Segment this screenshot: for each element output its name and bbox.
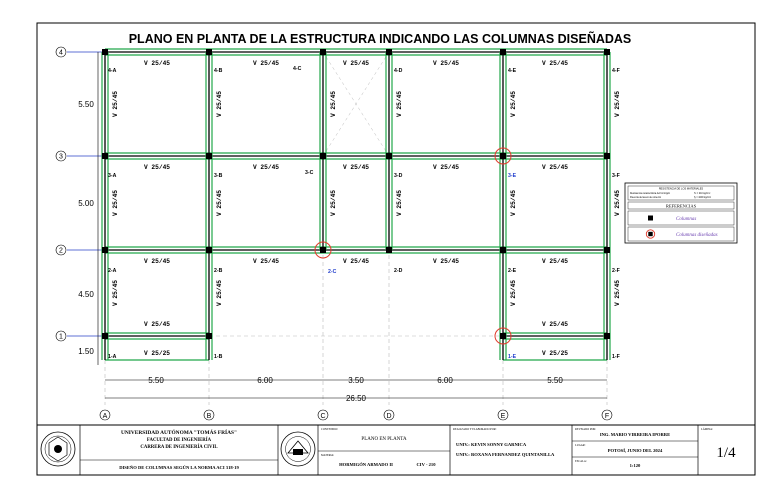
- legend-item-columns: Columnas: [676, 217, 697, 222]
- column-4-F: [604, 49, 610, 55]
- place-value: POTOSÍ, JUNIO DEL 2024: [607, 448, 663, 453]
- beam-label-row-3-3: V 25/45: [433, 164, 459, 171]
- column-1-E: [500, 333, 506, 339]
- project-name: DISEÑO DE COLUMNAS SEGÚN LA NORMA ACI 318-19: [119, 465, 239, 470]
- content-value: PLANO EN PLANTA: [361, 437, 407, 442]
- col-label-4-B: 4-B: [214, 68, 223, 74]
- col-label-1-E: 1-E: [508, 354, 517, 360]
- col-label-2-D: 2-D: [394, 268, 403, 274]
- col-label-3-C: 3-C: [305, 170, 314, 176]
- legend-materials-title: RESISTENCIA DE LOS MATERIALES: [658, 187, 704, 191]
- beam-label-col-A-4: V 25/45: [112, 91, 119, 117]
- col-label-4-C: 4-C: [293, 66, 302, 72]
- subject-label: MATERIA:: [321, 454, 335, 457]
- beam-label-row-2-2: V 25/45: [343, 258, 369, 265]
- beam-label-col-F-3: V 25/45: [614, 190, 621, 216]
- beam-label-row-1-ef: V 25/25: [542, 350, 568, 357]
- col-label-3-E: 3-E: [508, 173, 517, 179]
- legend-material-2-val: fy = 4200 kg/cm²: [694, 197, 712, 199]
- beam-label-row-3-0: V 25/45: [144, 164, 170, 171]
- column-2-C: [320, 247, 326, 253]
- author-1: UNIV.: KEVIN SONNY GARNICA: [456, 442, 527, 447]
- col-label-2-E: 2-E: [508, 268, 517, 274]
- legend-item-designed: Columnas diseñadas: [676, 233, 718, 238]
- scale-label: ESCALA:: [575, 460, 587, 463]
- axis-label-F: F: [604, 413, 610, 420]
- axis-label-4: 4: [59, 49, 63, 57]
- axis-label-A: A: [102, 413, 108, 420]
- col-label-4-E: 4-E: [508, 68, 517, 74]
- axis-label-E: E: [500, 413, 506, 420]
- beams: [102, 49, 610, 360]
- column-2-D: [386, 247, 392, 253]
- content-label: CONTENIDO:: [321, 428, 339, 431]
- place-label: LUGAR:: [575, 444, 586, 447]
- col-label-4-F: 4-F: [612, 68, 620, 74]
- dim-y-2: 5.00: [78, 199, 94, 208]
- scale-value: 1:120: [629, 463, 641, 468]
- faculty-name: FACULTAD DE INGENIERÍA: [146, 438, 212, 443]
- column-1-B: [206, 333, 212, 339]
- beam-label-row-2-1: V 25/45: [253, 258, 279, 265]
- beam-label-row-3-4: V 25/45: [542, 164, 568, 171]
- beam-label-col-D-3: V 25/45: [396, 190, 403, 216]
- axis-label-C: C: [320, 413, 326, 420]
- plan-title: PLANO EN PLANTA DE LA ESTRUCTURA INDICANDO LAS COLUMNAS DISEÑADAS: [128, 32, 632, 46]
- author-2: UNIV.: ROXANA FERNANDEZ QUINTANILLA: [456, 452, 555, 457]
- col-label-2-F: 2-F: [612, 268, 620, 274]
- column-1-A: [102, 333, 108, 339]
- university-seal-logo: [41, 432, 75, 466]
- beam-label-col-E-3: V 25/45: [510, 190, 517, 216]
- beam-label-row-1-ab-upper: V 25/45: [144, 321, 170, 328]
- column-3-C: [320, 153, 326, 159]
- column-4-A: [102, 49, 108, 55]
- column-2-B: [206, 247, 212, 253]
- beam-label-row-4-3: V 25/45: [433, 60, 459, 67]
- col-label-2-A: 2-A: [108, 268, 117, 274]
- col-label-4-A: 4-A: [108, 68, 117, 74]
- column-4-C: [320, 49, 326, 55]
- beam-label-row-2-4: V 25/45: [542, 258, 568, 265]
- beam-label-col-B-4: V 25/45: [216, 91, 223, 117]
- beam-label-col-D-4: V 25/45: [396, 91, 403, 117]
- column-3-F: [604, 153, 610, 159]
- axis-label-B: B: [206, 413, 212, 420]
- title-block: [37, 425, 755, 475]
- beam-label-row-1-ab: V 25/25: [144, 350, 170, 357]
- column-4-D: [386, 49, 392, 55]
- col-label-4-D: 4-D: [394, 68, 403, 74]
- beam-label-row-4-2: V 25/45: [343, 60, 369, 67]
- axis-label-1: 1: [59, 333, 63, 341]
- dim-x-1: 5.50: [148, 376, 164, 385]
- legend-header: REFERENCIAS: [665, 203, 697, 209]
- legend-material-1-val: f'c = 210 kg/cm²: [694, 193, 711, 195]
- dim-x-2: 6.00: [257, 376, 273, 385]
- beam-label-row-4-0: V 25/45: [144, 60, 170, 67]
- axis-label-D: D: [386, 413, 392, 420]
- reviewer-label: REVISADO POR:: [575, 428, 597, 431]
- legend-material-2: Fluencia del acero de refuerzo: [630, 197, 662, 199]
- column-3-E: [500, 153, 506, 159]
- column-3-A: [102, 153, 108, 159]
- column-2-A: [102, 247, 108, 253]
- dim-y-4: 1.50: [78, 347, 94, 356]
- beam-label-col-B-3: V 25/45: [216, 190, 223, 216]
- dim-x-4: 6.00: [437, 376, 453, 385]
- beam-label-col-F-2: V 25/45: [614, 280, 621, 306]
- sheet-frame: [37, 23, 755, 475]
- column-3-B: [206, 153, 212, 159]
- beam-label-col-A-3: V 25/45: [112, 190, 119, 216]
- dim-y-3: 4.50: [78, 290, 94, 299]
- col-label-3-B: 3-B: [214, 173, 223, 179]
- columns: [102, 49, 610, 344]
- beam-label-row-4-1: V 25/45: [253, 60, 279, 67]
- column-symbol-icon: [648, 216, 653, 221]
- university-name: UNIVERSIDAD AUTÓNOMA "TOMÁS FRÍAS": [121, 430, 237, 436]
- column-1-F: [604, 333, 610, 339]
- authors-label: REALIZADO Y ELABORADO POR:: [453, 428, 497, 431]
- subject-code: CIV - 210: [416, 462, 436, 467]
- beam-label-col-B-2: V 25/45: [216, 280, 223, 306]
- column-2-F: [604, 247, 610, 253]
- axis-label-2: 2: [59, 247, 63, 255]
- col-label-1-F: 1-F: [612, 354, 620, 360]
- sheet-label: LÁMINA:: [701, 428, 713, 431]
- beam-label-col-C-3: V 25/45: [330, 190, 337, 216]
- dim-x-3: 3.50: [348, 376, 364, 385]
- beam-label-row-3-2: V 25/45: [343, 164, 369, 171]
- dim-y-1: 5.50: [78, 100, 94, 109]
- beam-label-col-A-2: V 25/45: [112, 280, 119, 306]
- beam-label-col-E-4: V 25/45: [510, 91, 517, 117]
- dimension-y: [78, 52, 98, 365]
- beam-label-row-1-ef-upper: V 25/45: [542, 321, 568, 328]
- axis-label-3: 3: [59, 153, 63, 161]
- career-name: CARRERA DE INGENIERÍA CIVIL: [140, 445, 218, 450]
- dimension-x: [105, 376, 607, 403]
- column-2-E: [500, 247, 506, 253]
- legend-material-1: Resistencia característica del hormigón: [630, 193, 671, 195]
- labels: [108, 60, 621, 360]
- legend: [625, 183, 737, 243]
- column-4-B: [206, 49, 212, 55]
- dim-x-5: 5.50: [547, 376, 563, 385]
- dim-total: 26.50: [345, 394, 367, 403]
- col-label-1-B: 1-B: [214, 354, 223, 360]
- subject-value: HORMIGÓN ARMADO II: [339, 462, 393, 467]
- column-4-E: [500, 49, 506, 55]
- beam-label-row-2-0: V 25/45: [144, 258, 170, 265]
- beam-label-row-4-4: V 25/45: [542, 60, 568, 67]
- beam-label-col-E-2: V 25/45: [510, 280, 517, 306]
- sheet-number: 1/4: [716, 445, 736, 461]
- beam-label-col-C-4: V 25/45: [330, 91, 337, 117]
- column-3-D: [386, 153, 392, 159]
- col-label-2-B: 2-B: [214, 268, 223, 274]
- col-label-3-A: 3-A: [108, 173, 117, 179]
- beam-label-col-F-4: V 25/45: [614, 91, 621, 117]
- col-label-3-F: 3-F: [612, 173, 620, 179]
- col-label-1-A: 1-A: [108, 354, 117, 360]
- beam-label-row-3-1: V 25/45: [253, 164, 279, 171]
- col-label-2-C: 2-C: [328, 269, 337, 275]
- faculty-seal-logo: [281, 432, 315, 466]
- col-label-3-D: 3-D: [394, 173, 403, 179]
- beam-label-row-2-3: V 25/45: [433, 258, 459, 265]
- reviewer-name: ING. MARIO VIRREIRA IPORRE: [599, 432, 671, 437]
